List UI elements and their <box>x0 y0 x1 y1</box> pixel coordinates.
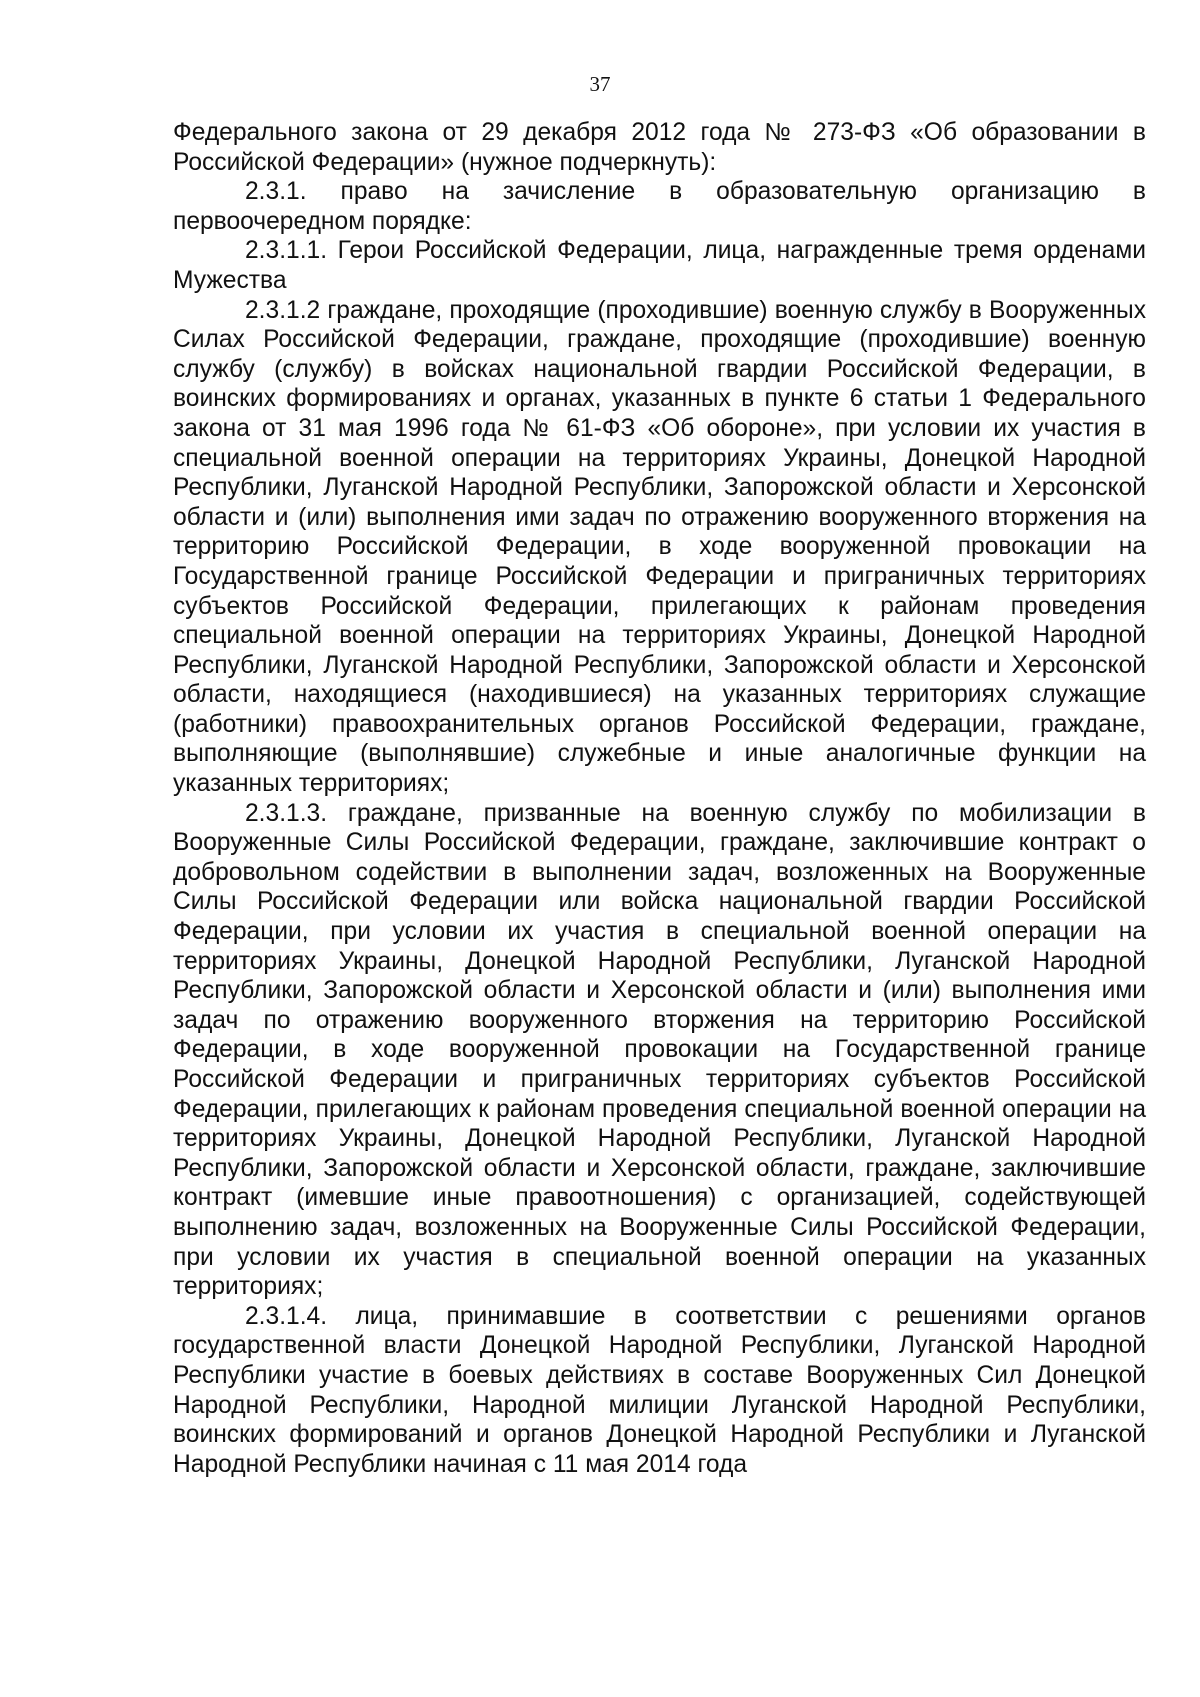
paragraph-law-reference: Федерального закона от 29 декабря 2012 года № 273-ФЗ «Об образовании в Российской Федерации» (нужное подчеркнуть): <box>173 119 1146 176</box>
paragraph-2-3-1-1: 2.3.1.1. Герои Российской Федерации, лица, награжденные тремя орденами Мужества <box>173 237 1146 294</box>
page-number: 37 <box>589 72 611 96</box>
paragraph-2-3-1-2: 2.3.1.2 граждане, проходящие (проходившие) военную службу в Вооруженных Силах Российской Федерации, граждане, проходящие (проходившие) военную службу (службу) в войсках национальной гвардии Российской Федерации, в воинских формированиях и органах, указанных в пункте 6 статьи 1 Федерального закона от 31 мая 1996 года № 61-ФЗ «Об обороне», при условии их участия в специальной военной операции на территориях Украины, Донецкой Народной Республики, Луганской Народной Республики, Запорожской области и Херсонской области и (или) выполнения ими задач по отражению вооруженного вторжения на территорию Российской Федерации, в ходе вооруженной провокации на Государственной границе Российской Федерации и приграничных территориях субъектов Российской Федерации, прилегающих к районам проведения специальной военной операции на территориях Украины, Донецкой Народной Республики, Луганской Народной Республики, Запорожской области и Херсонской области, находящиеся (находившиеся) на указанных территориях служащие (работники) правоохранительных органов Российской Федерации, граждане, выполняющие (выполнявшие) служебные и иные аналогичные функции на указанных территориях; <box>173 296 1146 798</box>
document-body <box>173 118 1146 1479</box>
paragraph-2-3-1-3: 2.3.1.3. граждане, призванные на военную службу по мобилизации в Вооруженные Силы Российской Федерации, граждане, заключившие контракт о добровольном содействии в выполнении задач, возложенных на Вооруженные Силы Российской Федерации или войска национальной гвардии Российской Федерации, при условии их участия в специальной военной операции на территориях Украины, Донецкой Народной Республики, Луганской Народной Республики, Запорожской области и Херсонской области и (или) выполнения ими задач по отражению вооруженного вторжения на территорию Российской Федерации, в ходе вооруженной провокации на Государственной границе Российской Федерации и приграничных территориях субъектов Российской Федерации, прилегающих к районам проведения специальной военной операции на территориях Украины, Донецкой Народной Республики, Луганской Народной Республики, Запорожской области и Херсонской области, граждане, заключившие контракт (имевшие иные правоотношения) с организацией, содействующей выполнению задач, возложенных на Вооруженные Силы Российской Федерации, при условии их участия в специальной военной операции на указанных территориях; <box>173 799 1146 1301</box>
paragraph-2-3-1-4: 2.3.1.4. лица, принимавшие в соответствии с решениями органов государственной власти Донецкой Народной Республики, Луганской Народной Республики участие в боевых действиях в составе Вооруженных Сил Донецкой Народной Республики, Народной милиции Луганской Народной Республики, воинских формирований и органов Донецкой Народной Республики и Луганской Народной Республики начиная с 11 мая 2014 года <box>173 1302 1146 1478</box>
paragraph-2-3-1: 2.3.1. право на зачисление в образовательную организацию в первоочередном порядке: <box>173 178 1146 235</box>
